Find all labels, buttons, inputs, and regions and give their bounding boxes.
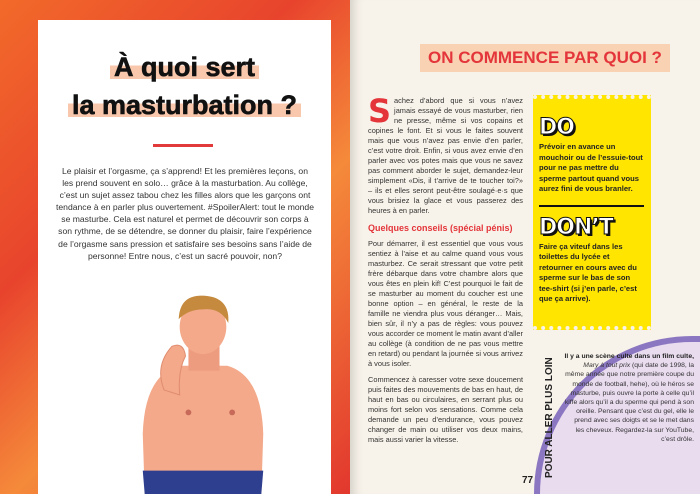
aside-title: POUR ALLER PLUS LOIN [544,357,555,478]
dont-title: DON’T [539,214,613,240]
aside-bold: Il y a une scène culte dans un film culte, [564,353,694,360]
aside-body: (qui date de 1998, la même année que notre première coupe du monde de football, hehe), où le héros se masturbe, puis ouvre la porte à celle qu’il kiffe alors qu’il a du sperme qui pend à son oreille. Pensant que c’est du gel, elle le prend avec ses doigts et se le met dans les cheveux. Regardez-la sur YouTube, c’est drôle. [564,362,694,443]
intro-text: Le plaisir et l’orgasme, ça s’apprend! Et les premières leçons, on les prend souvent en solo… grâce à la masturbation. Au collège, c’est un sujet assez tabou chez les filles alors que les garçons ont tendance à en parler plus ouvertement. #SpoilerAlert: tout le monde se masturbe. Cela est naturel et permet de découvrir son corps à son rythme, de se détendre, se donner du plaisir, faire l’expérience de l’orgasme sans pression et satisfaire ses besoins sans l’aide de personne! Entre nous, c’est un sacré pouvoir, non? [56,166,314,261]
aside-text [564,352,694,444]
main-column [368,92,523,451]
subheading: Quelques conseils (spécial pénis) [368,223,513,233]
paragraph-advice: Pour démarrer, il est essentiel que vous vous sentiez à l’aise et au calme quand vous vous masturbez. Ce serait stressant que votre petit frère débarque dans votre chambre alors que vous êtes en plein kif! C’est pourquoi le fait de se masturber au moment du coucher est une bonne option – en général, le reste de la famille ne viendra plus vous déranger… Mais, bien sûr, il n’y a pas de règles: vous pouvez vous accorder ce moment le matin avant d’aller au collège (à condition de ne pas vous mettre en retard) ou pendant la journée si vous arrivez à vous isoler. [368,239,523,368]
paragraph-technique: Commencez à caresser votre sexe doucement puis faites des mouvements de bas en haut, de haut en bas ou circulaires, en serrant plus ou moins fort selon vos sensations. Comme cela demande un peu d’endurance, vous pouvez changer de main ou utiliser vos deux mains, mais aussi varier la vitesse. [368,375,523,444]
film-title: Mary à tout prix [583,362,631,370]
right-page [350,0,700,494]
white-panel [38,20,331,494]
do-title: DO [539,115,574,140]
title-underline [153,144,213,147]
section-heading: ON COMMENCE PAR QUOI ? [420,44,670,72]
do-dont-box [533,95,651,330]
page-title-line2: la masturbation ? [38,90,331,121]
page-number: 77 [522,475,534,486]
do-text: Prévoir en avance un mouchoir ou de l’essuie-tout pour ne pas mettre du sperme partout quand vous aurez fini de vous branler. [539,142,643,193]
boy-illustration [133,288,273,494]
dont-text: Faire ça viteuf dans les toilettes du lycée et retourner en cours avec du sperme sur le bas de son tee-shirt (si j’en parle, c’est que ça arrive). [539,241,637,303]
divider [539,205,644,207]
drop-cap: S [368,92,392,130]
page-title-line1: À quoi sert [38,52,331,83]
paragraph-intro [368,92,523,216]
paragraph-text: achez d’abord que si vous n’avez jamais essayé de vous masturber, rien ne presse, même si vos copains et copines le font. Et si vous le faites souvent mais que vous n’avez pas envie d’en parler, c’est votre droit. Enfin, si vous avez envie d’en parler avec vos potes mais que vous ne savez pas comment aborder le sujet, demandez-leur simplement «Dis, il t’arrive de te toucher toi?» – ils et elles seront peut-être soulagé·e·s que vous brisiez la glace et vous passerez des heures à en parler. [368,96,523,215]
